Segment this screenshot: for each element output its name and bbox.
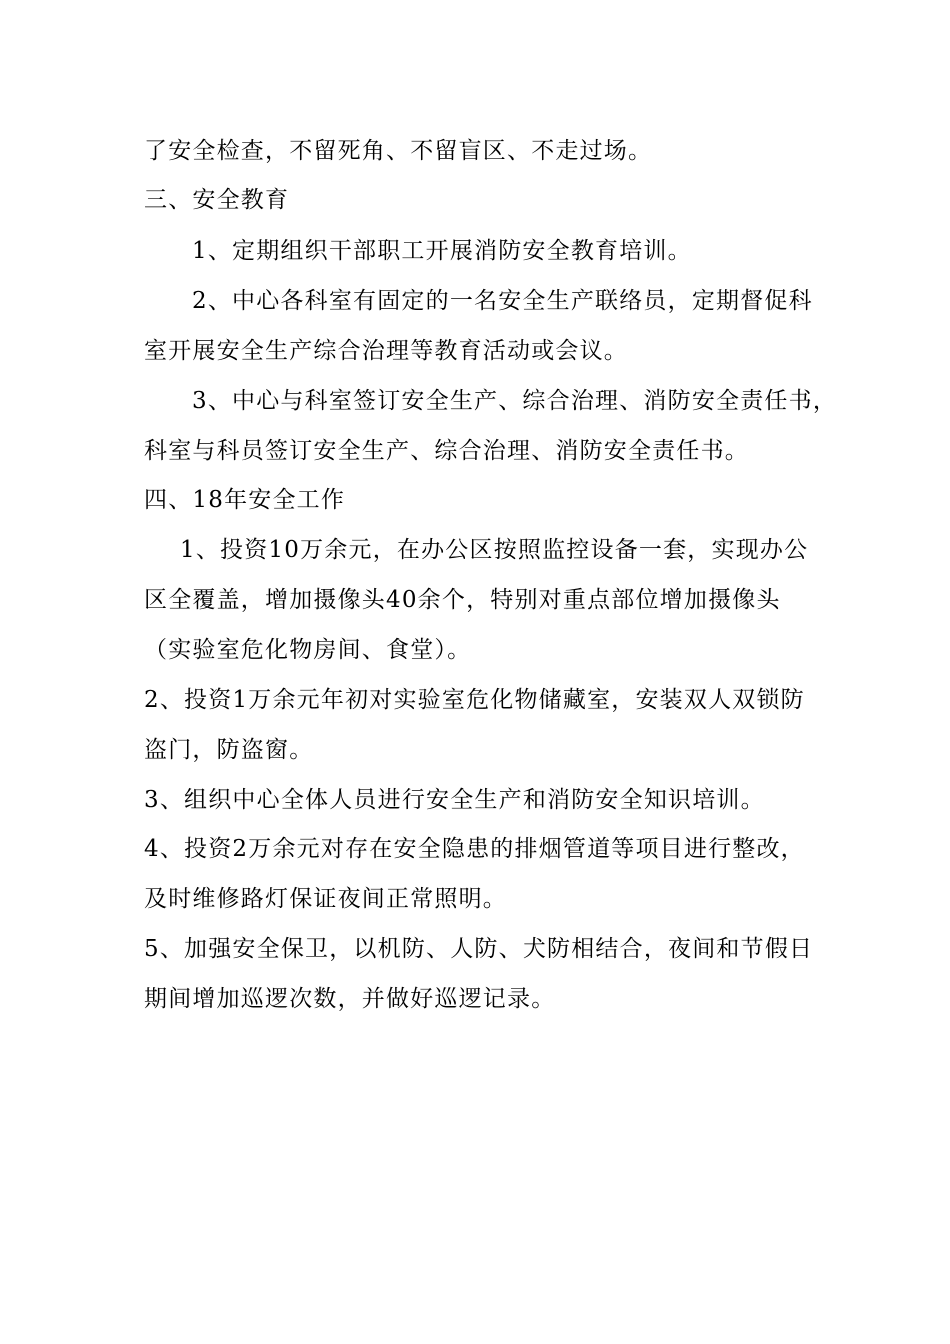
list-item: 3、中心与科室签订安全生产、综合治理、消防安全责任书，	[192, 388, 838, 414]
paragraph-line: （实验室危化物房间、食堂）。	[144, 637, 472, 663]
paragraph-line: 室开展安全生产综合治理等教育活动或会议。	[144, 338, 628, 364]
paragraph-line: 及时维修路灯保证夜间正常照明。	[144, 886, 507, 912]
list-item: 4、投资2万余元对存在安全隐患的排烟管道等项目进行整改，	[144, 836, 805, 862]
paragraph-line: 期间增加巡逻次数，并做好巡逻记录。	[144, 986, 556, 1012]
paragraph-line: 科室与科员签订安全生产、综合治理、消防安全责任书。	[144, 438, 749, 464]
list-item: 3、组织中心全体人员进行安全生产和消防安全知识培训。	[144, 787, 765, 813]
list-item: 2、投资1万余元年初对实验室危化物储藏室，安装双人双锁防	[144, 687, 805, 713]
list-item: 1、投资10万余元，在办公区按照监控设备一套，实现办公	[180, 537, 809, 563]
list-item: 2、中心各科室有固定的一名安全生产联络员，定期督促科	[192, 288, 813, 314]
paragraph-line: 区全覆盖，增加摄像头40余个，特别对重点部位增加摄像头	[144, 587, 781, 613]
section-heading-2018-safety-work: 四、18年安全工作	[144, 487, 346, 513]
paragraph-line: 了安全检查，不留死角、不留盲区、不走过场。	[144, 138, 653, 164]
list-item: 5、加强安全保卫，以机防、人防、犬防相结合，夜间和节假日	[144, 936, 814, 962]
list-item: 1、定期组织干部职工开展消防安全教育培训。	[192, 238, 692, 264]
section-heading-safety-education: 三、安全教育	[144, 187, 290, 213]
paragraph-line: 盗门，防盗窗。	[144, 737, 314, 763]
